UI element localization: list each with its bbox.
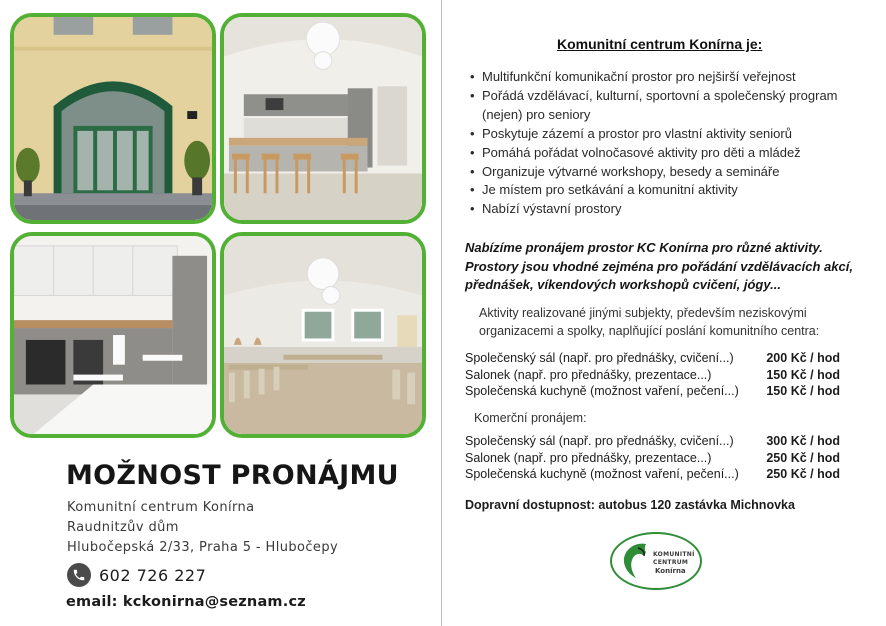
table-row [465,466,840,483]
commercial-label: Komerční pronájem: [474,411,587,425]
price-item: Společenská kuchyně (možnost vaření, pečení...) [465,384,739,398]
list-item: • Multifunkční komunikační prostor pro nejširší veřejnost [470,68,870,87]
list-item: • Poskytuje zázemí a prostor pro vlastní aktivity seniorů [470,125,870,144]
price-value: 250 Kč / hod [766,450,840,465]
list-item: • Organizuje výtvarné workshopy, besedy a semináře [470,163,870,182]
nonprofit-note: Aktivity realizované jinými subjekty, především neziskovými organizacemi a spolky, naplňující poslání komunitního centra: [479,306,820,338]
table-row [465,350,840,367]
price-value: 250 Kč / hod [766,467,840,481]
price-value: 150 Kč / hod [766,367,840,382]
price-item: Salonek (např. pro přednášky, prezentace...) [465,367,712,382]
price-item: Společenská kuchyně (možnost vaření, pečení...) [465,467,739,481]
about-bullet-list [470,68,870,219]
price-value: 300 Kč / hod [766,434,840,448]
transport-info: Dopravní dostupnost: autobus 120 zastávka Michnovka [465,498,795,512]
photo-building-entrance [10,13,216,224]
konirna-logo [610,532,702,590]
logo-text-line3: Konírna [655,567,686,575]
phone-number: 602 726 227 [99,565,207,585]
price-item: Salonek (např. pro přednášky, prezentace...) [465,450,712,465]
address-line-organization: Komunitní centrum Konírna [67,500,255,515]
photo-bar-hall [220,13,426,224]
email-contact: email: kckonirna@seznam.cz [66,594,306,610]
address-line-building: Raudnitzův dům [67,520,179,535]
photo-kitchen [10,232,216,438]
about-heading: Komunitní centrum Konírna je: [557,36,763,52]
list-item: • Nabízí výstavní prostory [470,200,870,219]
page-divider [441,0,442,626]
phone-contact [67,563,206,587]
list-item: • Je místem pro setkávání a komunitní aktivity [470,181,870,200]
photo-main-hall [220,232,426,438]
price-item: Společenský sál (např. pro přednášky, cvičení...) [465,351,734,365]
address-line-street: Hlubočepská 2/33, Praha 5 - Hlubočepy [67,540,339,555]
table-row [465,367,840,384]
price-item: Společenský sál (např. pro přednášky, cvičení...) [465,434,734,448]
commercial-price-list [465,433,840,483]
flyer-title: MOŽNOST PRONÁJMU [66,460,399,491]
price-value: 150 Kč / hod [766,384,840,398]
list-item: • Pořádá vzdělávací, kulturní, sportovní a společenský program (nejen) pro seniory [470,87,870,125]
rental-intro: Nabízíme pronájem prostor KC Konírna pro různé aktivity. Prostory jsou vhodné zejména pro pořádání vzdělávacích akcí, přednášek, víkendových workshopů cvičení, jógy... [465,240,853,292]
list-item: • Pomáhá pořádat volnočasové aktivity pro děti a mládež [470,144,870,163]
table-row [465,433,840,450]
nonprofit-price-list [465,350,840,400]
logo-text-line1: KOMUNITNÍ [653,551,695,558]
table-row [465,450,840,467]
phone-icon [67,563,91,587]
horse-icon [618,540,652,582]
logo-text-line2: CENTRUM [653,559,689,566]
price-value: 200 Kč / hod [766,351,840,365]
table-row [465,383,840,400]
